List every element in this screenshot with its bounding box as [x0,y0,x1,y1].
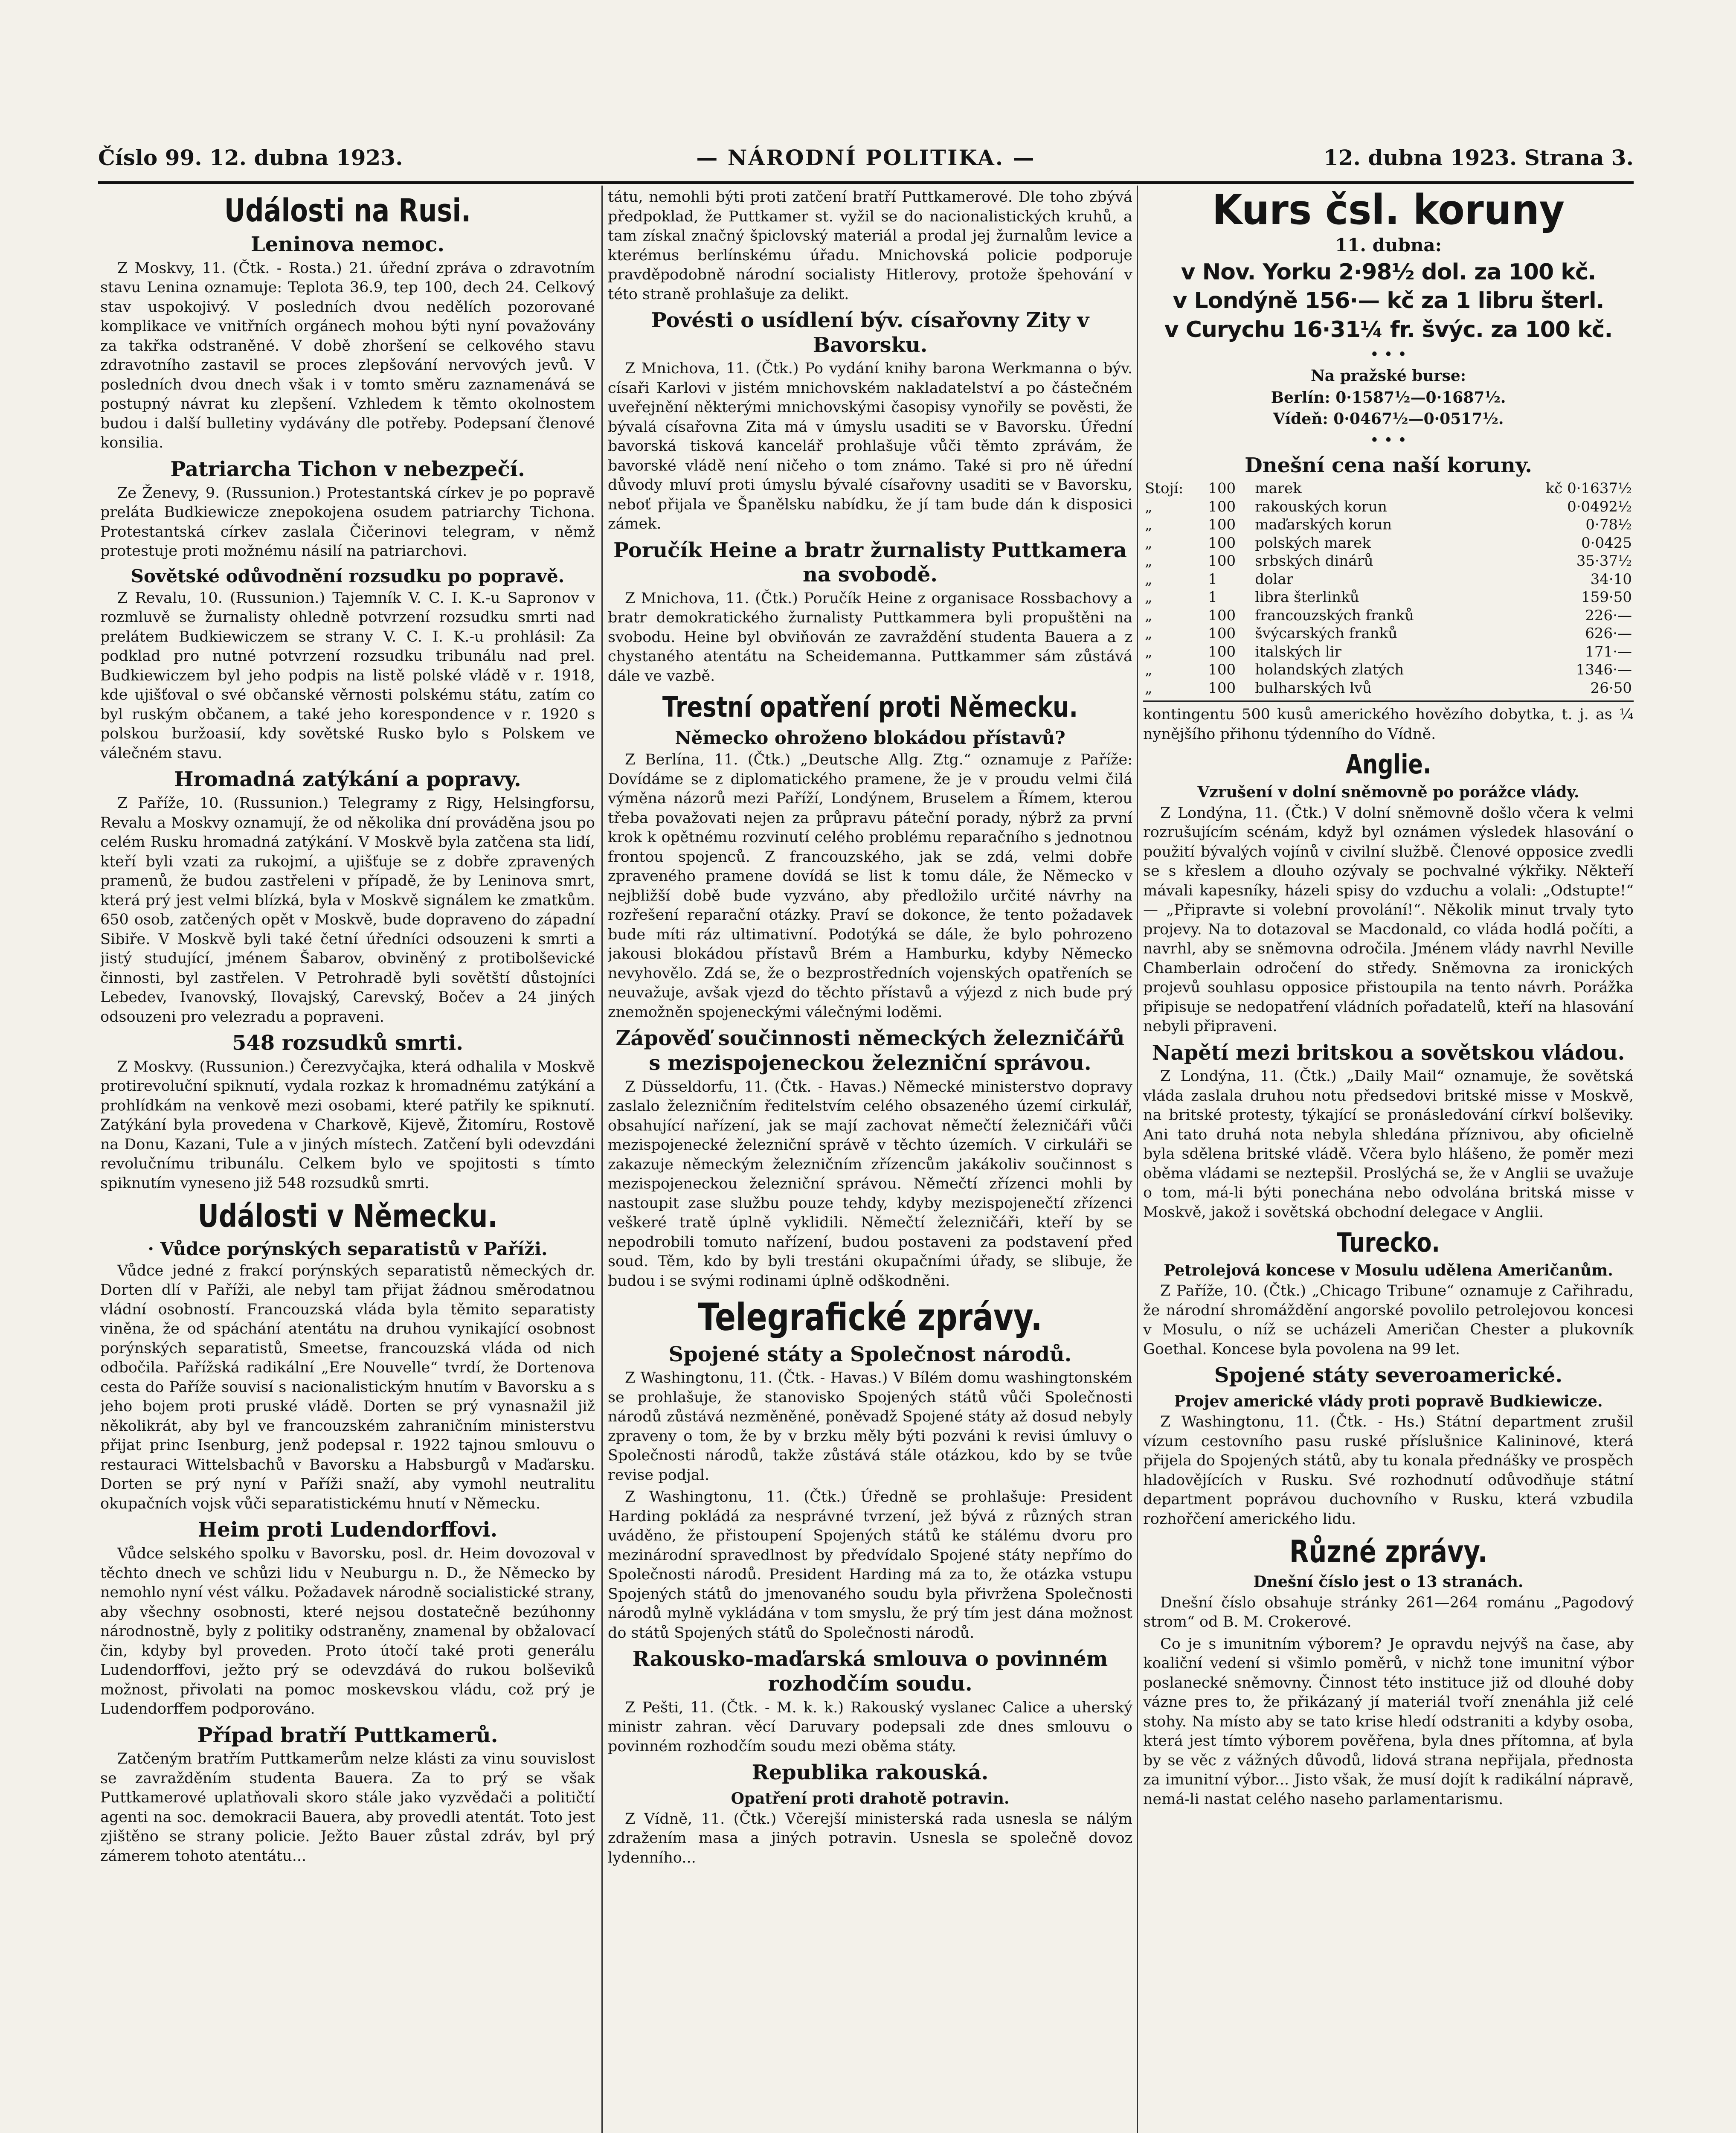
lenin-article: Z Moskvy, 11. (Čtk. - Rosta.) 21. úřední zpráva o zdravotním stavu Lenina oznamuje: Teplota 36.9, tep 100, dech 24. Celkový stav uspokojivý. V posledních dvou nedělích pozorované komplikace ve vnitřních orgánech mohou býti nyní považovány za takřka odstraněné. V době zhoršení se celkového stavu zdravotního zastavil se proces zlepšování nervových jevů. V posledních dvou dnech však i v tomto směru zaznamenává se postupný návrat ku zlepšení. Vzhledem k těmto okolnostem budou i další bulletiny vydávány dle potřeby. Podepsaní členové konsilia. [100,259,595,452]
rate-row [1143,479,1634,498]
puttkamer-headline: Případ bratří Puttkamerů. [197,1723,498,1747]
rate-quantity: 100 [1208,607,1236,624]
zapoved-article: Z Düsseldorfu, 11. (Čtk. - Havas.) Německé ministerstvo dopravy zaslalo železničním ředitelstvím celého obsazeného území cirkulář, obsahující nařízení, jak se mají zachovat němečtí železničáři vůči mezispojenecké železniční správě v těchto územích. V cirkuláři se zakazuje německým železničním zřízencům jakákoliv součinnost s mezispojeneckou železniční správou. Němečtí zřízenci mohli by nastoupit zase službu pouze tehdy, kdyby mezispojenečtí zřízenci veškeré tratě úplně vyklidili. Němečtí železničáři, kteří by se nepodrobili tomuto nařízení, budou postaveni za podstavení před soud. Těm, kdo by byli trestáni okupačními úřady, se slibuje, že budou i se svými rodinami úplně odškodněni. [608,1078,1132,1290]
republika-headline: Republika rakouská. [752,1761,989,1785]
heine-headline: Poručík Heine a bratr žurnalisty Puttkamera na svobodě. [613,538,1127,587]
rate-currency: švýcarských franků [1255,625,1398,642]
rate-row [1143,570,1634,589]
vzruseni-article: Z Londýna, 11. (Čtk.) V dolní sněmovně došlo včera k velmi rozrušujícím scénám, když byl oznámen výsledek hlasování o použití bývalých vojínů v civilní službě. Členové opposice zvedli se s křeslem a dlouho ozývaly se pochvalné výkřiky. Někteří mávali kapesníky, házeli spisy do vzduchu a volali: „Odstupte!“ — „Připravte si volební provolání!“. Několik minut trvaly tyto projevy. Na to dotazoval se Macdonald, co vláda hodlá počíti, a navrhl, aby se sněmovna odročila. Jménem vlády navrhl Neville Chamberlain odročení do středy. Sněmovna za ironických projevů souhlasu opposice přistoupila na tento návrh. Porážka připisuje se nedopatření vládních pořadatelů, kteří na hlasování nebyli připraveni. [1143,804,1634,1035]
usa-headline: Spojené státy severoamerické. [1214,1363,1563,1388]
rate-value: kč 0·1637½ [1545,480,1632,497]
mosul-article: Z Paříže, 10. (Čtk.) „Chicago Tribune“ oznamuje z Cařihradu, že národní shromáždění angorské povolilo petrolejovou koncesi v Mosulu, o níž se ucházeli Američan Chester a plukovník Goethal. Koncese byla povolena na 99 let. [1143,1282,1634,1358]
drahota-headline: Opatření proti drahotě potravin. [731,1789,1010,1808]
rates-table [1143,479,1634,697]
rate-value: 1346·— [1576,661,1632,679]
rozsudky-headline: 548 rozsudků smrti. [232,1031,464,1055]
rate-quantity: 100 [1208,534,1236,552]
rate-currency: srbských dinárů [1255,552,1373,570]
rate-currency: rakouských korun [1255,498,1387,515]
rates-rule [1143,700,1634,702]
header-date-page: 12. dubna 1923. Strana 3. [1323,145,1634,170]
kurs-title: Kurs čsl. koruny [1212,188,1565,234]
header-masthead: — NÁRODNÍ POLITIKA. — [696,145,1036,170]
rate-row [1143,661,1634,679]
heim-headline: Heim proti Ludendorffovi. [197,1518,498,1542]
rate-value: 0·0492½ [1567,498,1632,515]
rate-quantity: 100 [1208,661,1236,679]
rate-quantity: 100 [1208,679,1236,697]
column-3 [1143,188,1634,2133]
rate-value: 0·0425 [1581,534,1632,552]
column-divider-1 [601,186,603,2133]
zatykani-article: Z Paříže, 10. (Russunion.) Telegramy z Rigy, Helsingforsu, Revalu a Moskvy oznamují, že od několika dní prováděna jsou po celém Rusku hromadná zatýkání. V Moskvě byla zatčena sta lidí, kteří byli vzati za rukojmí, a ujišťuje se z dobře zpravených pramenů, že budou zastřeleni v případě, že by Leninova smrt, která prý jest velmi blízká, byla v Moskvě signálem ke zmatkům. 650 osob, zatčených opět v Moskvě, bude dopraveno do západní Sibiře. V Moskvě byli také četní úředníci odsouzeni k smrti a jistý studující, jménem Šabarov, obviněný z protibolševické činnosti, byl zastřelen. V Petrohradě byli sovětští důstojníci Lebedev, Ivanovský, Ilovajský, Carevský, Bočev a 24 jiných odsouzeni pro velezradu a popraveni. [100,795,595,1026]
rate-quantity: 100 [1208,480,1236,497]
rate-row [1143,643,1634,661]
turecko-headline: Turecko. [1337,1227,1440,1258]
rate-currency: bulharských lvů [1255,679,1372,697]
rate-value: 171·— [1585,643,1632,660]
ruzne-headline: Různé zprávy. [1289,1534,1488,1570]
zatykani-headline: Hromadná zatýkání a popravy. [174,767,521,792]
rate-prefix: „ [1145,552,1152,570]
rate-prefix: „ [1145,643,1152,660]
cena-headline: Dnešní cena naší koruny. [1245,453,1532,477]
tichon-headline: Patriarcha Tichon v nebezpečí. [170,457,525,481]
rate-prefix: „ [1145,661,1152,679]
rate-prefix: „ [1145,498,1152,515]
spojene-article-1: Z Washingtonu, 11. (Čtk. - Havas.) V Bílém domu washingtonském se prohlašuje, že stanovisko Spojených států vůči Společnosti národů zůstává nezměněné, poněvadž Spojené státy až dosud nebyly zpraveny o tom, že by v brzku měly býti pozváni k revisi úmluvy o Společnosti národů, takže zůstává stále otázkou, kdo by se tvůe revise podjal. [608,1369,1132,1484]
rate-currency: holandských zlatých [1255,661,1404,679]
usa-subheadline: Projev americké vlády proti popravě Budkiewicze. [1174,1392,1603,1411]
rate-prefix: „ [1145,570,1152,588]
burse-berlin: Berlín: 0·1587½—0·1687½. [1271,388,1506,407]
heim-article: Vůdce selského spolku v Bavorsku, posl. dr. Heim dovozoval v těchto dnech ve schůzi lidu v Neuburgu n. D., že Německo by nemohlo nyní vést válku. Požadavek národně socialistické strany, aby všechny osobnosti, které nejsou dostatečně bezúhonny národnostně, byly z politiky odstraněny, znamenal by obžalovací čin, kdyby byl proveden. Proto útočí také proti generálu Ludendorffovi, ježto prý se odevzdává do rukou bolševiků možnost, přivolati na pomoc moskevskou vládu, což prý je Ludendorffem podporováno. [100,1545,595,1718]
kurs-london: v Londýně 156·— kč za 1 libru šterl. [1173,288,1604,314]
rate-quantity: 1 [1208,589,1217,606]
rozsudky-article: Z Moskvy. (Russunion.) Čerezvyčajka, která odhalila v Moskvě protirevoluční spiknutí, vydala rozkaz k hromadnému zatýkání a prohlídkám na venkově mezi osobami, které patřily ke spiknutí. Zatýkání byla provedena v Charkově, Kijevě, Žitomíru, Rostově na Donu, Kazani, Tule a v jiných místech. Zatčení byli odevzdáni revolučnímu tribunálu. Celkem bylo ve spojitosti s tímto spiknutím vyneseno již 548 rozsudků smrti. [100,1058,595,1192]
rate-value: 26·50 [1590,679,1632,697]
rate-currency: maďarských korun [1255,516,1392,534]
rate-prefix: „ [1145,534,1152,552]
rate-currency: francouzských franků [1255,607,1414,624]
mosul-headline: Petrolejová koncese v Mosulu udělena Američanům. [1164,1261,1613,1280]
rate-value: 0·78½ [1585,516,1632,534]
blokada-article: Z Berlína, 11. (Čtk.) „Deutsche Allg. Ztg.“ oznamuje z Paříže: Dovídáme se z diplomatického pramene, že je v proudu velmi čilá výměna názorů mezi Paříží, Londýnem, Bruselem a Římem, kterou třeba považovati nejen za průpravu páteční porady, nýbrž za první krok k opětnému rozvinutí celého problému reparačního s jednotnou frontou spojenců. Z francouzského, jak se zdá, velmi dobře zpraveného pramene dovídá se list k tomu dále, že Německo v nejbližší době bude vyzváno, aby předložilo určité návrhy na rozřešení reparační otázky. Praví se dokonce, že tento požadavek bude míti ráz ultimativní. Podotýká se dále, že bylo pohrozeno jakousi blokádou přístavů Brém a Hamburku, kdyby Německo nevyhovělo. Zdá se, že o bezprostředních vojenských opatřeních se neuvažuje, avšak vjezd do těchto přístavů a výjezd z nich bude prý znemožněn spojeneckými válečnými loděmi. [608,751,1132,1021]
spojene-headline: Spojené státy a Společnost národů. [668,1342,1072,1366]
tichon-article: Ze Ženevy, 9. (Russunion.) Protestantská církev je po popravě preláta Budkiewicze znepokojena osudem patriarchy Tichona. Protestantská církev zaslala Čičerinovi telegram, v němž protestuje proti možnému násilí na patriarchovi. [100,484,595,560]
drahota-article: Z Vídně, 11. (Čtk.) Včerejší ministerská rada usnesla se nálým zdražením masa a jiných potravin. Usnesla se společně dovoz lydenního... [608,1810,1132,1866]
usa-article: Z Washingtonu, 11. (Čtk. - Hs.) Státní department zrušil vízum cestovního pasu ruské příslušnice Kalininové, která přijela do Spojených států, aby tu konala přednášky ve prospěch hladovějících v Rusku. Své rozhodnutí odůvodňuje státní department poprávou duchovního v Rusku, která vzbudila rozhořčení amerického lidu. [1143,1413,1634,1528]
sovet-headline: Sovětské odůvodnění rozsudku po popravě. [131,565,565,587]
header-issue: Číslo 99. 12. dubna 1923. [98,145,403,170]
burse-viden: Vídeň: 0·0467½—0·0517½. [1273,410,1504,428]
kurs-zurich: v Curychu 16·31¼ fr. švýc. za 100 kč. [1164,317,1613,343]
zita-headline: Povésti o usídlení býv. císařovny Zity v Bavorsku. [651,308,1089,357]
section-rusi-title: Události na Rusi. [224,192,471,229]
rate-currency: libra šterlinků [1255,589,1359,606]
rate-row [1143,552,1634,570]
kurs-new-york: v Nov. Yorku 2·98½ dol. za 100 kč. [1181,259,1596,285]
rate-row [1143,516,1634,534]
rate-prefix: Stojí: [1145,480,1184,497]
rate-quantity: 100 [1208,625,1236,642]
column-2 [608,188,1132,2133]
ruzne-subheadline: Dnešní číslo jest o 13 stranách. [1253,1573,1524,1591]
rate-row [1143,679,1634,697]
lenin-headline: Leninova nemoc. [250,232,445,257]
page-header [98,145,1634,179]
zita-article: Z Mnichova, 11. (Čtk.) Po vydání knihy barona Werkmanna o býv. císaři Karlovi v jistém mnichovském nakladatelství a po částečném uveřejnění některými mnichovskými časopisy vynořily se pověsti, že bývalá císařovna Zita má v úmyslu usaditi se v Bavorsku. Úřední bavorská tisková kancelář prohlašuje vůči těmto zprávám, že bavorské vládě není ničeho o tom známo. Také si pro ně úřední důvody mluví proti úmyslu bývalé císařovny usaditi se v Bavorsku, neboť přijala ve Španělsku nabídku, že jí tam bude dán k disposici zámek. [608,360,1132,533]
rate-value: 35·37½ [1576,552,1632,570]
vudce-headline: · Vůdce porýnských separatistů v Paříži. [148,1238,548,1259]
ruzne-article-1: Dnešní číslo obsahuje stránky 261—264 románu „Pagodový strom“ od B. M. Crokerové. [1143,1594,1634,1631]
rak-article: Z Pešti, 11. (Čtk. - M. k. k.) Rakouský vyslanec Calice a uherský ministr zahran. věcí Daruvary podepsali zde dnes smlouvu o povinném rozhodčím soudu mezi oběma státy. [608,1699,1132,1755]
column-divider-2 [1137,186,1138,2133]
rate-value: 34·10 [1590,570,1632,588]
puttkamer-continued: tátu, nemohli býti proti zatčení bratří Puttkamerové. Dle toho zbývá předpoklad, že Puttkamer st. vyžil se do nacionalistických kruhů, a tam získal značný špiclovský materiál a prodal jej žurnalům levice a kterémus berlínskému úřadu. Mnichovská policie podporuje pravděpodobně národní socialisty Hitlerovy, protože špehování v této straně prohlašuje za delikt. [608,189,1132,303]
rak-headline: Rakousko-maďarská smlouva o povinném rozhodčím soudu. [632,1647,1108,1696]
rate-row [1143,607,1634,625]
rate-currency: polských marek [1255,534,1371,552]
trestni-headline: Trestní opatření proti Německu. [662,691,1078,724]
section-nemecko-title: Události v Německu. [197,1198,498,1235]
rate-prefix: „ [1145,589,1152,606]
sovet-article: Z Revalu, 10. (Russunion.) Tajemník V. C. I. K.-u Sapronov v rozmluvě se žurnalisty ohledně potvrzení rozsudku smrti nad prelátem Budkiewiczem se strany V. C. I. K.-u prohlásil: Za podklad pro nutné potvrzení rozsudku tribunálu nad prel. Budkiewiczem byl jeho podpis na listě polské vládě v r. 1918, kde ujišťoval o své občanské věrnosti polskému státu, zatím co byl ruským občanem, a také jeho korespondence v r. 1920 s polskou buržoasií, kdy sovětské Rusko bylo s Polskem ve válečném stavu. [100,589,595,762]
vudce-article: Vůdce jedné z frakcí porýnských separatistů německých dr. Dorten dlí v Paříži, ale nebyl tam přijat žádnou směrodatnou vládní osobností. Francouzská vláda byla těmito separatisty viněna, že od spáchání atentátu na druhou vynikající osobnost porýnských separatistů, Smeetse, francouzská vláda od nich odbočila. Pařížská radikální „Ere Nouvelle“ tvrdí, že Dortenova cesta do Paříže souvisí s nacionalistickým hnutím v Bavorsku a s jeho bojem proti pruské vládě. Dorten se prý vynasnažil již několikrát, aby byl ve francouzském zahraničním ministerstvu přijat princ Isenburg, jenž podepsal r. 1922 tajnou smlouvu o restauraci Wittelsbachů v Bavorsku a Habsburgů v Maďarsku. Dorten se prý nyní v Paříži snaží, aby vymohl neutralitu okupačních vojsk vůči separatistickému hnutí v Německu. [100,1262,595,1512]
ruzne-article-2: Co je s imunitním výborem? Je opravdu nejvýš na čase, aby koaliční vedení si všimlo poměrů, v nichž tone imunitní výbor poslanecké sněmovny. Činnost této instituce již od dlouhé doby vázne pres to, že přikázaný jí materiál tvoří znenáhla již celé stohy. Na místo aby se tato krise hledí odstraniti a kdyby osoba, která jest tímto výborem pověřena, byla dnes přítomna, ať byla by se věc z vážných důvodů, lidová strana nepřijala, přednosta za imunitní výbor... Jisto však, že musí dojít k radikální nápravě, nemá-li nastat celého naseho parlamentarismu. [1143,1635,1634,1808]
napeti-headline: Napětí mezi britskou a sovětskou vládou. [1152,1040,1625,1065]
puttkamer-article: Zatčeným bratřím Puttkamerům nelze klásti za vinu souvislost se zavražděním studenta Bauera. Za to prý se však Puttkamerové uplatňovali skoro stále jako vyzvědači a političtí agenti na soc. demokracii Bauera, aby provedli atentát. Toto jest zjištěno se strany policie. Ježto Bauer zůstal zdráv, byl prý zámerem tohoto atentátu... [100,1750,595,1865]
rate-prefix: „ [1145,516,1152,534]
kurs-date: 11. dubna: [1335,234,1442,256]
section-telegraficke-title: Telegrafické zprávy. [698,1295,1042,1340]
rate-prefix: „ [1145,625,1152,642]
rate-value: 226·— [1585,607,1632,624]
zapoved-headline: Zápověď součinnosti německých železničářů s mezispojeneckou železniční správou. [615,1026,1125,1075]
heine-article: Z Mnichova, 11. (Čtk.) Poručík Heine z organisace Rossbachovy a bratr demokratického žurnalisty Puttkammera byli propuštěni na svobodu. Heine byl obviňován ze zavraždění studenta Bauera a z chystaného atentátu na Scheidemanna. Puttkammer sám zůstává dále ve vazbě. [608,590,1132,685]
rate-quantity: 100 [1208,498,1236,515]
rate-value: 159·50 [1581,589,1632,606]
separator-dots: • • • [1370,431,1407,449]
rate-prefix: „ [1145,607,1152,624]
rate-row [1143,498,1634,516]
vzruseni-headline: Vzrušení v dolní sněmovně po porážce vlády. [1197,783,1579,802]
burse-title: Na pražské burse: [1310,367,1466,385]
rate-value: 626·— [1585,625,1632,642]
rate-quantity: 100 [1208,516,1236,534]
kontingent-article: kontingentu 500 kusů amerického hovězího dobytka, t. j. as ¼ nynějšího přihonu týdenního do Vídně. [1143,706,1634,743]
rate-row [1143,534,1634,552]
separator-dots: • • • [1370,346,1407,364]
anglie-headline: Anglie. [1345,749,1431,780]
rate-row [1143,588,1634,607]
rate-currency: marek [1255,480,1302,497]
spojene-article-2: Z Washingtonu, 11. (Čtk.) Úředně se prohlašuje: President Harding pokládá za nesprávné tvrzení, jež bývá z různých stran uváděno, že přistoupení Spojených států ke stálému dvoru pro mezinárodní spravedlnost by předvídalo Spojené státy nepřímo do Společnosti národů. President Harding má za to, že otázka vstupu Spojených států do jmenovaného soudu byla přivržena Společnosti národů mylně vykládána v tom smyslu, že prý tím jest dána možnost do států Spojených států do Společnosti národů. [608,1488,1132,1642]
napeti-article: Z Londýna, 11. (Čtk.) „Daily Mail“ oznamuje, že sovětská vláda zaslala druhou notu předsedovi britské misse v Moskvě, na britské protesty, týkající se pronásledování církví bolševiky. Ani tato druhá nota nebyla shledána příznivou, aby oficielně byla sdělena britské vládě. Včera bylo hlášeno, že poměr mezi oběma vládami se neztepšil. Proslýchá se, že v Anglii se uvažuje o tom, má-li býti ponechána nebo odvolána britská misse v Moskvě, jakož i sovětská obchodní delegace v Anglii. [1143,1068,1634,1221]
rate-quantity: 100 [1208,643,1236,660]
header-rule [98,181,1634,184]
rate-currency: dolar [1255,570,1293,588]
rate-prefix: „ [1145,679,1152,697]
rate-quantity: 1 [1208,570,1217,588]
rate-currency: italských lir [1255,643,1341,660]
column-1 [100,188,595,2133]
blokada-headline: Německo ohroženo blokádou přístavů? [675,727,1065,748]
rate-row [1143,625,1634,643]
rate-quantity: 100 [1208,552,1236,570]
